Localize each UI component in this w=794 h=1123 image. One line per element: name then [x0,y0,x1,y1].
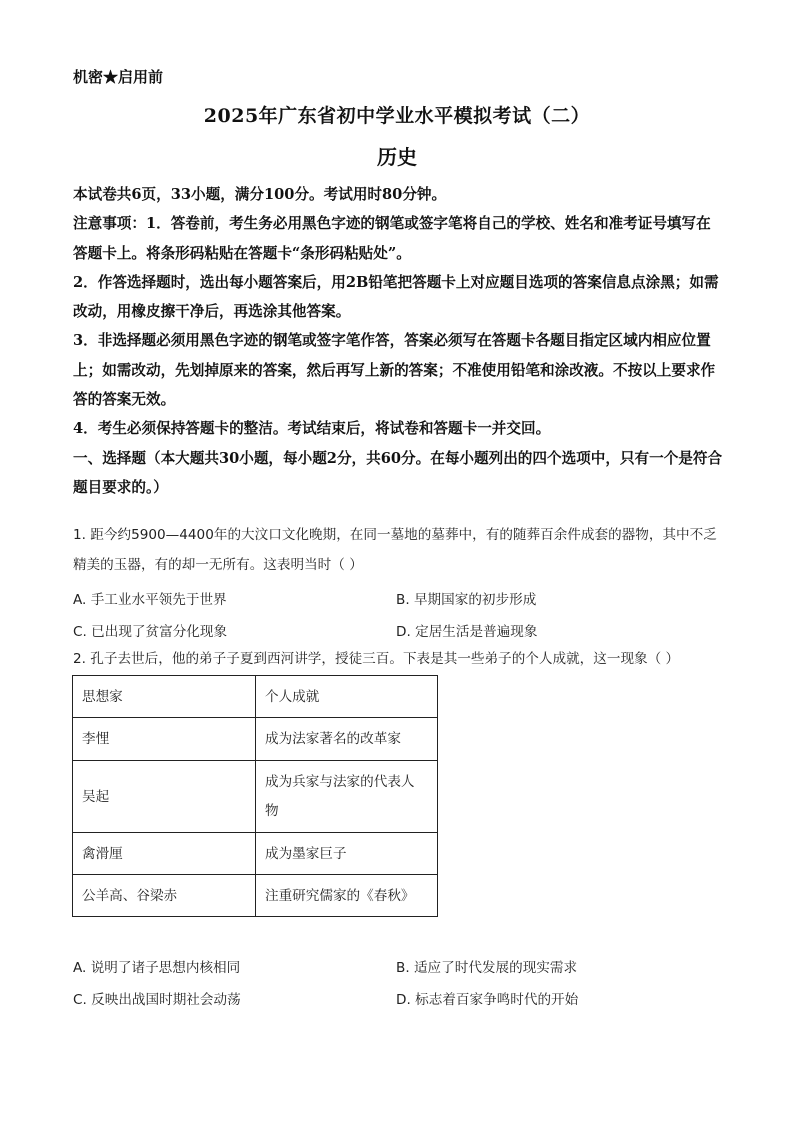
q2-option-c[interactable]: C. 反映出战国时期社会动荡 [73,992,241,1008]
table-cell: 成为法家著名的改革家 [256,718,438,761]
table-header-cell: 个人成就 [256,676,438,718]
table-row [73,761,438,833]
subject-title: 历史 [377,145,417,169]
exam-title: 2025年广东省初中学业水平模拟考试（二） [203,105,591,127]
instruction-note-3: 3．非选择题必须用黑色字迹的钢笔或签字笔作答，答案必须写在答题卡各题目指定区域内相应位置上；如需改动，先划掉原来的答案，然后再写上新的答案；不准使用铅笔和涂改液。不按以上要求作答的答案无效。 [73,332,716,409]
disciples-table [72,675,438,917]
section-heading: 一、选择题（本大题共30小题，每小题2分，共60分。在每小题列出的四个选项中，只有一个是符合题目要求的。） [73,449,723,496]
q2-option-d[interactable]: D. 标志着百家争鸣时代的开始 [396,992,579,1008]
q1-option-d[interactable]: D. 定居生活是普遍现象 [396,624,538,640]
table-cell: 成为墨家巨子 [256,833,438,875]
instruction-note-1: 注意事项：1．答卷前，考生务必用黑色字迹的钢笔或签字笔将自己的学校、姓名和准考证号填写在答题卡上。将条形码粘贴在答题卡“条形码粘贴处”。 [73,215,711,262]
question-2-stem [73,645,723,675]
table-cell: 禽滑厘 [73,833,256,875]
table-cell: 公羊高、谷梁赤 [73,875,256,917]
table-cell: 李悝 [73,718,256,761]
question-text: 2. 孔子去世后，他的弟子子夏到西河讲学，授徒三百。下表是其一些弟子的个人成就，这一现象（ ） [73,651,680,667]
table-header-row [73,676,438,718]
confidential-mark: 机密★启用前 [73,68,164,86]
table-row [73,875,438,917]
question-1-stem [73,521,723,580]
exam-instructions [73,180,723,502]
exam-intro: 本试卷共6页，33小题，满分100分。考试用时80分钟。 [73,186,447,203]
instruction-note-2: 2．作答选择题时，选出每小题答案后，用2B铅笔把答题卡上对应题目选项的答案信息点涂黑；如需改动，用橡皮擦干净后，再选涂其他答案。 [73,273,719,321]
table-row [73,718,438,761]
q1-option-c[interactable]: C. 已出现了贫富分化现象 [73,624,228,640]
q2-option-b[interactable]: B. 适应了时代发展的现实需求 [396,960,578,976]
table-cell: 成为兵家与法家的代表人物 [256,761,438,833]
table-header-cell: 思想家 [73,676,256,718]
question-text: 1. 距今约5900—4400年的大汶口文化晚期，在同一墓地的墓葬中，有的随葬百余件成套的器物，其中不乏精美的玉器，有的却一无所有。这表明当时（ ） [73,527,717,573]
q1-option-a[interactable]: A. 手工业水平领先于世界 [73,592,227,608]
table-cell: 注重研究儒家的《春秋》 [256,875,438,917]
table-row [73,833,438,875]
q2-option-a[interactable]: A. 说明了诸子思想内核相同 [73,960,241,976]
table-cell: 吴起 [73,761,256,833]
q1-option-b[interactable]: B. 早期国家的初步形成 [396,592,537,608]
instruction-note-4: 4．考生必须保持答题卡的整洁。考试结束后，将试卷和答题卡一并交回。 [73,420,551,438]
